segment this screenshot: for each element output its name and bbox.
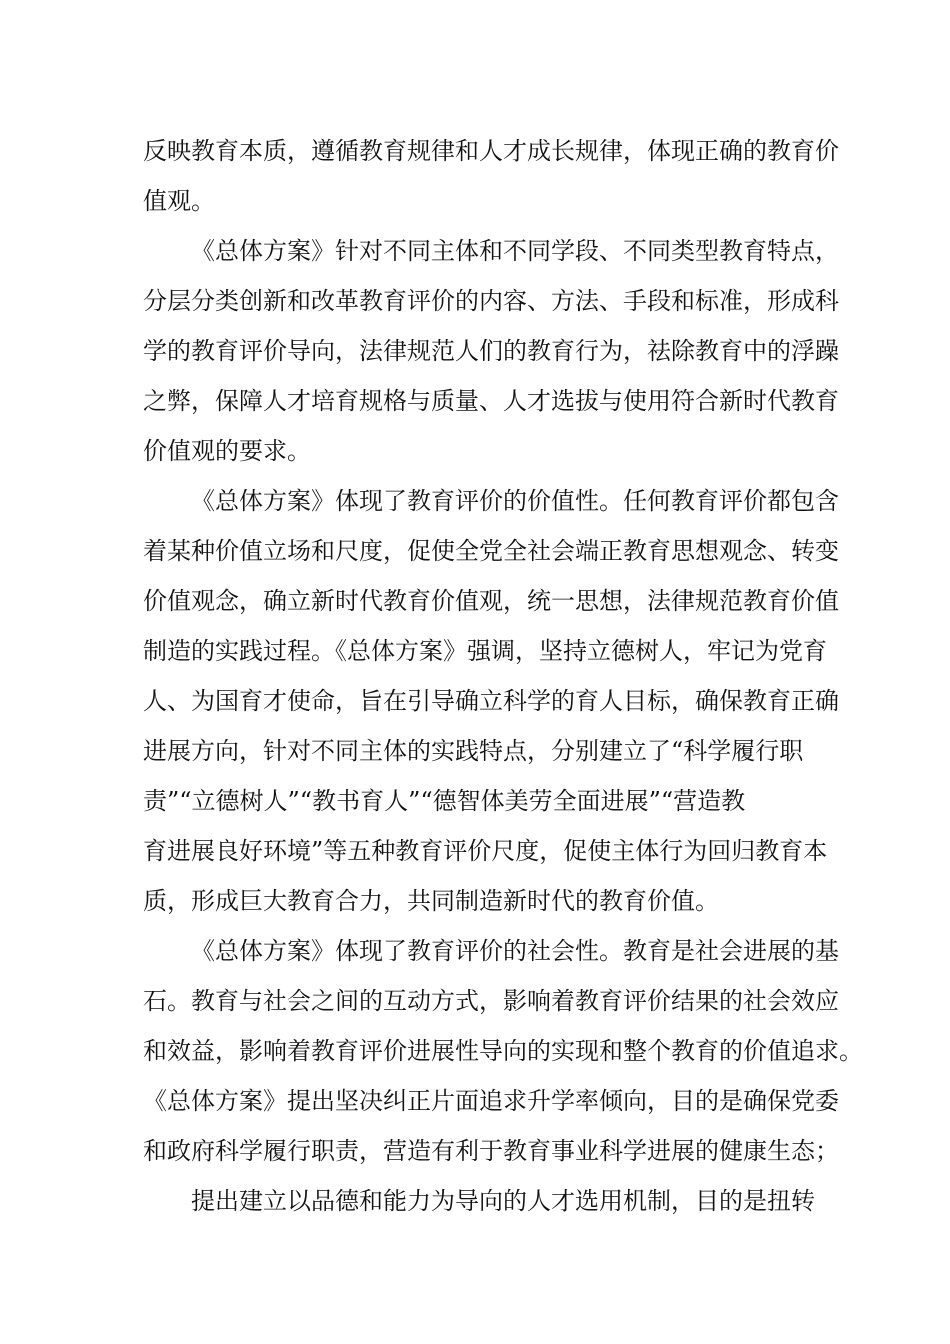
text-line: 《总体方案》提出坚决纠正片面追求升学率倾向，目的是确保党委: [143, 1087, 839, 1115]
text-line: 价值观的要求。: [143, 437, 311, 465]
text-line: 学的教育评价导向，法律规范人们的教育行为，祛除教育中的浮躁: [143, 337, 839, 365]
text-line: 分层分类创新和改革教育评价的内容、方法、手段和标准，形成科: [143, 287, 839, 315]
text-line: 责”“立德树人”“教书育人”“德智体美劳全面进展”“营造教: [143, 787, 746, 815]
text-line: 《总体方案》体现了教育评价的价值性。任何教育评价都包含: [191, 487, 839, 515]
text-line: 值观。: [143, 187, 215, 215]
text-line: 和政府科学履行职责，营造有利于教育事业科学进展的健康生态；: [143, 1137, 839, 1165]
text-line: 提出建立以品德和能力为导向的人才选用机制，目的是扭转: [191, 1187, 815, 1215]
text-line: 石。教育与社会之间的互动方式，影响着教育评价结果的社会效应: [143, 987, 839, 1015]
text-line: 人、为国育才使命，旨在引导确立科学的育人目标，确保教育正确: [143, 687, 839, 715]
text-line: 之弊，保障人才培育规格与质量、人才选拔与使用符合新时代教育: [143, 387, 839, 415]
text-line: 《总体方案》体现了教育评价的社会性。教育是社会进展的基: [191, 937, 839, 965]
text-line: 《总体方案》针对不同主体和不同学段、不同类型教育特点，: [191, 237, 839, 265]
text-line: 质，形成巨大教育合力，共同制造新时代的教育价值。: [143, 887, 719, 915]
text-line: 进展方向，针对不同主体的实践特点，分别建立了“科学履行职: [143, 737, 804, 765]
text-line: 价值观念，确立新时代教育价值观，统一思想，法律规范教育价值: [143, 587, 839, 615]
text-line: 育进展良好环境”等五种教育评价尺度，促使主体行为回归教育本: [143, 837, 828, 865]
text-line: 制造的实践过程。《总体方案》强调，坚持立德树人，牢记为党育: [143, 637, 827, 665]
text-line: 和效益，影响着教育评价进展性导向的实现和整个教育的价值追求。: [143, 1037, 863, 1065]
text-line: 着某种价值立场和尺度，促使全党全社会端正教育思想观念、转变: [143, 537, 839, 565]
text-line: 反映教育本质，遵循教育规律和人才成长规律，体现正确的教育价: [143, 137, 839, 165]
